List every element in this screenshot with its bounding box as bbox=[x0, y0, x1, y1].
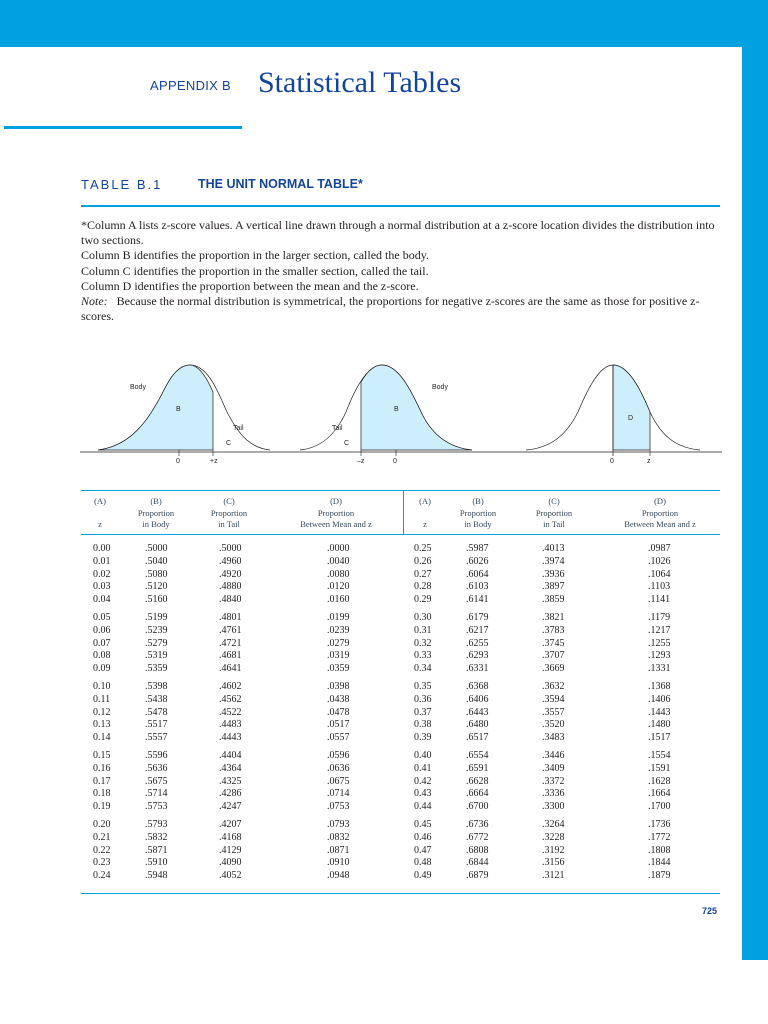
header-rule bbox=[4, 126, 242, 129]
table-cell-left-z: 0.05 bbox=[93, 612, 111, 623]
table-cell-right-mean-to-z: .0987 bbox=[648, 543, 671, 554]
table-cell-left-tail: .4522 bbox=[219, 706, 242, 718]
table-cell-left-mean-to-z: .0675 bbox=[327, 775, 350, 787]
table-cell-left-body: .5239 bbox=[145, 624, 168, 636]
table-cell-left-tail: .4483 bbox=[219, 719, 242, 731]
table-cell-right-z: 0.46 bbox=[414, 831, 432, 843]
table-cell-right-z: 0.40 bbox=[414, 750, 432, 761]
table-cell-right-z: 0.41 bbox=[414, 762, 432, 774]
table-cell-left-body: .5793 bbox=[145, 819, 168, 830]
table-cell-right-z: 0.45 bbox=[414, 819, 432, 830]
table-cell-right-body: .6554 bbox=[466, 750, 489, 761]
col-a-header-right: (A) z bbox=[419, 496, 431, 529]
col-b-header: (B) Proportion in Body bbox=[137, 496, 175, 529]
table-cell-right-z: 0.38 bbox=[414, 719, 432, 731]
table-cell-left-tail: .4801 bbox=[219, 612, 242, 623]
table-cell-right-body: .6664 bbox=[466, 788, 489, 800]
table-cell-left-body: .5832 bbox=[145, 831, 168, 843]
table-cell-right-body: .5987 bbox=[466, 543, 489, 554]
table-cell-right-z: 0.44 bbox=[414, 801, 432, 813]
table-cell-right-z: 0.35 bbox=[414, 681, 432, 692]
page-number: 725 bbox=[702, 906, 718, 916]
table-cell-right-tail: .3707 bbox=[542, 650, 565, 662]
table-cell-left-body: .5438 bbox=[145, 693, 168, 705]
table-cell-right-z: 0.29 bbox=[414, 594, 432, 606]
fig3-z-label: z bbox=[647, 458, 651, 465]
note-line-4: Column D identifies the proportion between the mean and the z-score. bbox=[81, 278, 419, 293]
fig1-z-label: +z bbox=[210, 458, 218, 465]
table-cell-right-mean-to-z: .1331 bbox=[648, 663, 671, 675]
table-cell-right-z: 0.47 bbox=[414, 844, 432, 856]
fig3-zero-label: 0 bbox=[610, 458, 614, 465]
table-bottom-rule bbox=[81, 893, 720, 894]
table-cell-right-mean-to-z: .1179 bbox=[648, 612, 671, 623]
table-cell-right-mean-to-z: .1480 bbox=[648, 719, 671, 731]
table-cell-left-tail: .5000 bbox=[219, 543, 242, 554]
table-cell-left-mean-to-z: .0160 bbox=[327, 594, 350, 606]
table-cell-left-mean-to-z: .0239 bbox=[327, 624, 350, 636]
table-cell-left-tail: .4681 bbox=[219, 650, 242, 662]
table-cell-right-mean-to-z: .1591 bbox=[648, 762, 671, 774]
table-cell-left-body: .5398 bbox=[145, 681, 168, 692]
table-cell-left-body: .5199 bbox=[145, 612, 168, 623]
table-cell-left-body: .5948 bbox=[145, 870, 168, 882]
table-cell-right-z: 0.26 bbox=[414, 555, 432, 567]
table-cell-right-mean-to-z: .1879 bbox=[648, 870, 671, 882]
table-cell-left-z: 0.03 bbox=[93, 581, 111, 593]
table-cell-left-mean-to-z: .0596 bbox=[327, 750, 350, 761]
fig1-tail-label: Tail bbox=[233, 425, 244, 432]
figure-tail-body bbox=[300, 365, 472, 465]
column-divider bbox=[403, 490, 404, 534]
table-cell-right-body: .6406 bbox=[466, 693, 489, 705]
table-cell-right-mean-to-z: .1443 bbox=[648, 706, 671, 718]
table-cell-right-tail: .3859 bbox=[542, 594, 565, 606]
table-cell-left-body: .5279 bbox=[145, 637, 168, 649]
table-cell-left-mean-to-z: .0557 bbox=[327, 732, 350, 744]
table-cell-right-mean-to-z: .1064 bbox=[648, 568, 671, 580]
table-cell-right-body: .6103 bbox=[466, 581, 489, 593]
table-cell-left-body: .5675 bbox=[145, 775, 168, 787]
table-cell-left-tail: .4641 bbox=[219, 663, 242, 675]
table-cell-right-mean-to-z: .1103 bbox=[648, 581, 671, 593]
table-cell-right-body: .6736 bbox=[466, 819, 489, 830]
table-cell-right-tail: .3264 bbox=[542, 819, 565, 830]
fig2-tail-label: Tail bbox=[332, 425, 343, 432]
table-cell-left-z: 0.23 bbox=[93, 857, 111, 869]
table-cell-left-z: 0.02 bbox=[93, 568, 111, 580]
table-cell-left-mean-to-z: .0000 bbox=[327, 543, 350, 554]
table-notes bbox=[81, 218, 721, 324]
table-cell-right-z: 0.42 bbox=[414, 775, 432, 787]
table-cell-right-body: .6368 bbox=[466, 681, 489, 692]
table-cell-left-z: 0.04 bbox=[93, 594, 111, 606]
table-cell-right-body: .6517 bbox=[466, 732, 489, 744]
table-cell-right-z: 0.30 bbox=[414, 612, 432, 623]
table-cell-left-z: 0.24 bbox=[93, 870, 111, 882]
table-cell-right-z: 0.33 bbox=[414, 650, 432, 662]
table-cell-left-tail: .4286 bbox=[219, 788, 242, 800]
table-cell-right-body: .6141 bbox=[466, 594, 489, 606]
table-cell-left-z: 0.06 bbox=[93, 624, 111, 636]
table-cell-right-mean-to-z: .1406 bbox=[648, 693, 671, 705]
table-cell-right-tail: .3632 bbox=[542, 681, 565, 692]
table-cell-left-mean-to-z: .0040 bbox=[327, 555, 350, 567]
table-cell-right-z: 0.49 bbox=[414, 870, 432, 882]
table-cell-left-mean-to-z: .0199 bbox=[327, 612, 350, 623]
table-cell-right-mean-to-z: .1517 bbox=[648, 732, 671, 744]
note-label: Note: bbox=[81, 294, 108, 309]
table-cell-right-tail: .3821 bbox=[542, 612, 565, 623]
fig2-zero-label: 0 bbox=[393, 458, 397, 465]
table-cell-left-z: 0.07 bbox=[93, 637, 111, 649]
col-c-header-right: (C) Proportion in Tail bbox=[535, 496, 573, 529]
table-cell-right-z: 0.48 bbox=[414, 857, 432, 869]
table-cell-left-mean-to-z: .0753 bbox=[327, 801, 350, 813]
table-cell-right-tail: .3156 bbox=[542, 857, 565, 869]
fig1-zero-label: 0 bbox=[176, 458, 180, 465]
table-cell-right-tail: .3783 bbox=[542, 624, 565, 636]
table-cell-left-tail: .4052 bbox=[219, 870, 242, 882]
table-cell-left-mean-to-z: .0398 bbox=[327, 681, 350, 692]
table-cell-left-z: 0.08 bbox=[93, 650, 111, 662]
table-cell-right-tail: .3228 bbox=[542, 831, 565, 843]
table-cell-left-tail: .4920 bbox=[219, 568, 242, 580]
table-cell-right-tail: .3557 bbox=[542, 706, 565, 718]
fig2-b-label: B bbox=[394, 406, 399, 413]
note-line-2: Column B identifies the proportion in the larger section, called the body. bbox=[81, 248, 429, 263]
table-cell-right-z: 0.32 bbox=[414, 637, 432, 649]
page-title: Statistical Tables bbox=[258, 66, 462, 99]
table-top-rule bbox=[81, 490, 720, 491]
note-text: Because the normal distribution is symmetrical, the proportions for negative z-scores are the same as those for positive z-scores. bbox=[81, 294, 700, 324]
fig1-b-label: B bbox=[176, 406, 181, 413]
table-cell-right-body: .6255 bbox=[466, 637, 489, 649]
figure-mean-to-z bbox=[526, 365, 700, 465]
table-cell-right-tail: .3336 bbox=[542, 788, 565, 800]
table-cell-right-mean-to-z: .1700 bbox=[648, 801, 671, 813]
table-cell-right-tail: .3669 bbox=[542, 663, 565, 675]
table-cell-left-z: 0.20 bbox=[93, 819, 111, 830]
table-cell-left-tail: .4090 bbox=[219, 857, 242, 869]
table-cell-right-tail: .3974 bbox=[542, 555, 565, 567]
table-cell-right-mean-to-z: .1808 bbox=[648, 844, 671, 856]
body-area bbox=[98, 365, 213, 450]
table-cell-left-tail: .4960 bbox=[219, 555, 242, 567]
table-cell-right-body: .6700 bbox=[466, 801, 489, 813]
fig2-c-label: C bbox=[344, 440, 350, 447]
table-cell-left-tail: .4840 bbox=[219, 594, 242, 606]
table-cell-right-tail: .3897 bbox=[542, 581, 565, 593]
table-cell-right-mean-to-z: .1664 bbox=[648, 788, 671, 800]
note-line-1: *Column A lists z-score values. A vertical line drawn through a normal distribution at a z-score location divides the distribution into two sections. bbox=[81, 218, 715, 248]
table-label: TABLE B.1 bbox=[81, 177, 163, 192]
table-cell-left-tail: .4325 bbox=[219, 775, 242, 787]
table-cell-right-tail: .3594 bbox=[542, 693, 565, 705]
table-cell-left-mean-to-z: .0478 bbox=[327, 706, 350, 718]
table-cell-left-mean-to-z: .0359 bbox=[327, 663, 350, 675]
table-cell-left-z: 0.13 bbox=[93, 719, 111, 731]
col-b-header-right: (B) Proportion in Body bbox=[459, 496, 497, 529]
table-cell-left-tail: .4207 bbox=[219, 819, 242, 830]
table-cell-right-body: .6443 bbox=[466, 706, 489, 718]
table-cell-right-z: 0.37 bbox=[414, 706, 432, 718]
table-cell-left-body: .5636 bbox=[145, 762, 168, 774]
table-cell-left-z: 0.01 bbox=[93, 555, 111, 567]
table-cell-left-tail: .4168 bbox=[219, 831, 242, 843]
table-cell-left-z: 0.00 bbox=[93, 543, 111, 554]
table-cell-right-z: 0.27 bbox=[414, 568, 432, 580]
table-title-rule bbox=[81, 205, 720, 207]
table-cell-right-body: .6331 bbox=[466, 663, 489, 675]
table-cell-left-z: 0.10 bbox=[93, 681, 111, 692]
table-cell-right-body: .6808 bbox=[466, 844, 489, 856]
table-cell-right-mean-to-z: .1026 bbox=[648, 555, 671, 567]
table-cell-left-tail: .4721 bbox=[219, 637, 242, 649]
table-cell-left-mean-to-z: .0948 bbox=[327, 870, 350, 882]
table-cell-left-z: 0.12 bbox=[93, 706, 111, 718]
table-cell-left-body: .5714 bbox=[145, 788, 168, 800]
table-cell-left-tail: .4602 bbox=[219, 681, 242, 692]
table-cell-left-z: 0.17 bbox=[93, 775, 111, 787]
table-cell-right-mean-to-z: .1217 bbox=[648, 624, 671, 636]
fig2-body-label: Body bbox=[432, 384, 448, 391]
table-cell-left-mean-to-z: .0871 bbox=[327, 844, 350, 856]
table-cell-left-body: .5160 bbox=[145, 594, 168, 606]
table-cell-left-body: .5557 bbox=[145, 732, 168, 744]
table-cell-right-z: 0.43 bbox=[414, 788, 432, 800]
table-cell-right-tail: .3745 bbox=[542, 637, 565, 649]
table-title: THE UNIT NORMAL TABLE* bbox=[198, 177, 363, 191]
table-cell-left-mean-to-z: .0438 bbox=[327, 693, 350, 705]
table-cell-right-tail: .3372 bbox=[542, 775, 565, 787]
table-cell-left-body: .5517 bbox=[145, 719, 168, 731]
table-cell-left-mean-to-z: .0636 bbox=[327, 762, 350, 774]
table-cell-right-body: .6217 bbox=[466, 624, 489, 636]
table-cell-left-tail: .4562 bbox=[219, 693, 242, 705]
table-cell-right-body: .6628 bbox=[466, 775, 489, 787]
table-cell-left-tail: .4129 bbox=[219, 844, 242, 856]
table-cell-left-z: 0.15 bbox=[93, 750, 111, 761]
table-cell-right-z: 0.31 bbox=[414, 624, 432, 636]
figure-body-tail bbox=[98, 365, 270, 465]
fig2-z-label: –z bbox=[357, 458, 365, 465]
table-cell-left-body: .5040 bbox=[145, 555, 168, 567]
mean-to-z-area bbox=[613, 365, 650, 450]
table-cell-right-body: .6772 bbox=[466, 831, 489, 843]
fig3-d-label: D bbox=[628, 415, 634, 422]
appendix-label: APPENDIX B bbox=[150, 78, 232, 93]
table-cell-left-mean-to-z: .0080 bbox=[327, 568, 350, 580]
table-cell-left-mean-to-z: .0120 bbox=[327, 581, 350, 593]
table-cell-left-body: .5753 bbox=[145, 801, 168, 813]
table-cell-left-mean-to-z: .0279 bbox=[327, 637, 350, 649]
table-cell-right-tail: .3446 bbox=[542, 750, 565, 761]
table-cell-left-body: .5319 bbox=[145, 650, 168, 662]
table-cell-left-mean-to-z: .0793 bbox=[327, 819, 350, 830]
table-cell-left-mean-to-z: .0832 bbox=[327, 831, 350, 843]
table-cell-right-z: 0.28 bbox=[414, 581, 432, 593]
table-cell-right-mean-to-z: .1554 bbox=[648, 750, 671, 761]
table-cell-right-body: .6844 bbox=[466, 857, 489, 869]
table-cell-left-z: 0.16 bbox=[93, 762, 111, 774]
table-cell-right-body: .6026 bbox=[466, 555, 489, 567]
table-cell-right-mean-to-z: .1628 bbox=[648, 775, 671, 787]
table-cell-right-tail: .3483 bbox=[542, 732, 565, 744]
table-cell-right-mean-to-z: .1736 bbox=[648, 819, 671, 830]
table-cell-right-body: .6480 bbox=[466, 719, 489, 731]
header-bottom-rule bbox=[81, 534, 720, 535]
table-cell-left-mean-to-z: .0517 bbox=[327, 719, 350, 731]
table-cell-right-tail: .4013 bbox=[542, 543, 565, 554]
table-cell-right-tail: .3520 bbox=[542, 719, 565, 731]
col-c-header: (C) Proportion in Tail bbox=[210, 496, 248, 529]
table-cell-left-tail: .4443 bbox=[219, 732, 242, 744]
table-cell-right-tail: .3121 bbox=[542, 870, 565, 882]
table-cell-left-body: .5080 bbox=[145, 568, 168, 580]
table-cell-left-z: 0.19 bbox=[93, 801, 111, 813]
table-cell-left-z: 0.09 bbox=[93, 663, 111, 675]
table-cell-left-tail: .4761 bbox=[219, 624, 242, 636]
table-cell-left-z: 0.21 bbox=[93, 831, 111, 843]
table-cell-right-body: .6591 bbox=[466, 762, 489, 774]
table-cell-right-mean-to-z: .1844 bbox=[648, 857, 671, 869]
table-cell-right-mean-to-z: .1293 bbox=[648, 650, 671, 662]
table-cell-left-z: 0.14 bbox=[93, 732, 111, 744]
table-cell-right-z: 0.39 bbox=[414, 732, 432, 744]
table-cell-right-tail: .3409 bbox=[542, 762, 565, 774]
table-cell-right-tail: .3192 bbox=[542, 844, 565, 856]
col-d-header: (D) Proportion Between Mean and z bbox=[300, 496, 372, 529]
right-accent-bar bbox=[742, 47, 768, 960]
normal-distribution-figures bbox=[80, 350, 722, 470]
table-cell-left-tail: .4364 bbox=[219, 762, 242, 774]
table-cell-right-z: 0.36 bbox=[414, 693, 432, 705]
table-cell-left-z: 0.22 bbox=[93, 844, 111, 856]
table-cell-right-mean-to-z: .1772 bbox=[648, 831, 671, 843]
table-cell-right-body: .6179 bbox=[466, 612, 489, 623]
table-cell-right-body: .6879 bbox=[466, 870, 489, 882]
table-cell-left-body: .5871 bbox=[145, 844, 168, 856]
fig1-body-label: Body bbox=[130, 384, 146, 391]
fig1-c-label: C bbox=[226, 440, 232, 447]
table-cell-left-tail: .4404 bbox=[219, 750, 242, 761]
note-line-3: Column C identifies the proportion in the smaller section, called the tail. bbox=[81, 263, 429, 278]
table-cell-left-z: 0.11 bbox=[93, 693, 111, 705]
top-accent-bar bbox=[0, 0, 768, 47]
table-cell-left-z: 0.18 bbox=[93, 788, 111, 800]
table-cell-right-tail: .3936 bbox=[542, 568, 565, 580]
table-cell-right-z: 0.25 bbox=[414, 543, 432, 554]
table-cell-left-tail: .4880 bbox=[219, 581, 242, 593]
table-cell-left-body: .5478 bbox=[145, 706, 168, 718]
table-cell-left-body: .5910 bbox=[145, 857, 168, 869]
table-cell-left-body: .5120 bbox=[145, 581, 168, 593]
table-cell-left-body: .5596 bbox=[145, 750, 168, 761]
table-cell-left-mean-to-z: .0910 bbox=[327, 857, 350, 869]
table-cell-right-body: .6064 bbox=[466, 568, 489, 580]
table-cell-right-tail: .3300 bbox=[542, 801, 565, 813]
table-cell-left-tail: .4247 bbox=[219, 801, 242, 813]
table-cell-right-mean-to-z: .1368 bbox=[648, 681, 671, 692]
table-cell-left-body: .5000 bbox=[145, 543, 168, 554]
table-cell-right-z: 0.34 bbox=[414, 663, 432, 675]
col-d-header-right: (D) Proportion Between Mean and z bbox=[624, 496, 696, 529]
table-cell-right-mean-to-z: .1255 bbox=[648, 637, 671, 649]
note-paragraph bbox=[81, 294, 721, 324]
body-area-2 bbox=[361, 365, 472, 450]
table-cell-left-mean-to-z: .0319 bbox=[327, 650, 350, 662]
table-cell-left-body: .5359 bbox=[145, 663, 168, 675]
table-cell-right-body: .6293 bbox=[466, 650, 489, 662]
table-cell-left-mean-to-z: .0714 bbox=[327, 788, 350, 800]
table-cell-right-mean-to-z: .1141 bbox=[648, 594, 671, 606]
col-a-header: (A) z bbox=[94, 496, 106, 529]
